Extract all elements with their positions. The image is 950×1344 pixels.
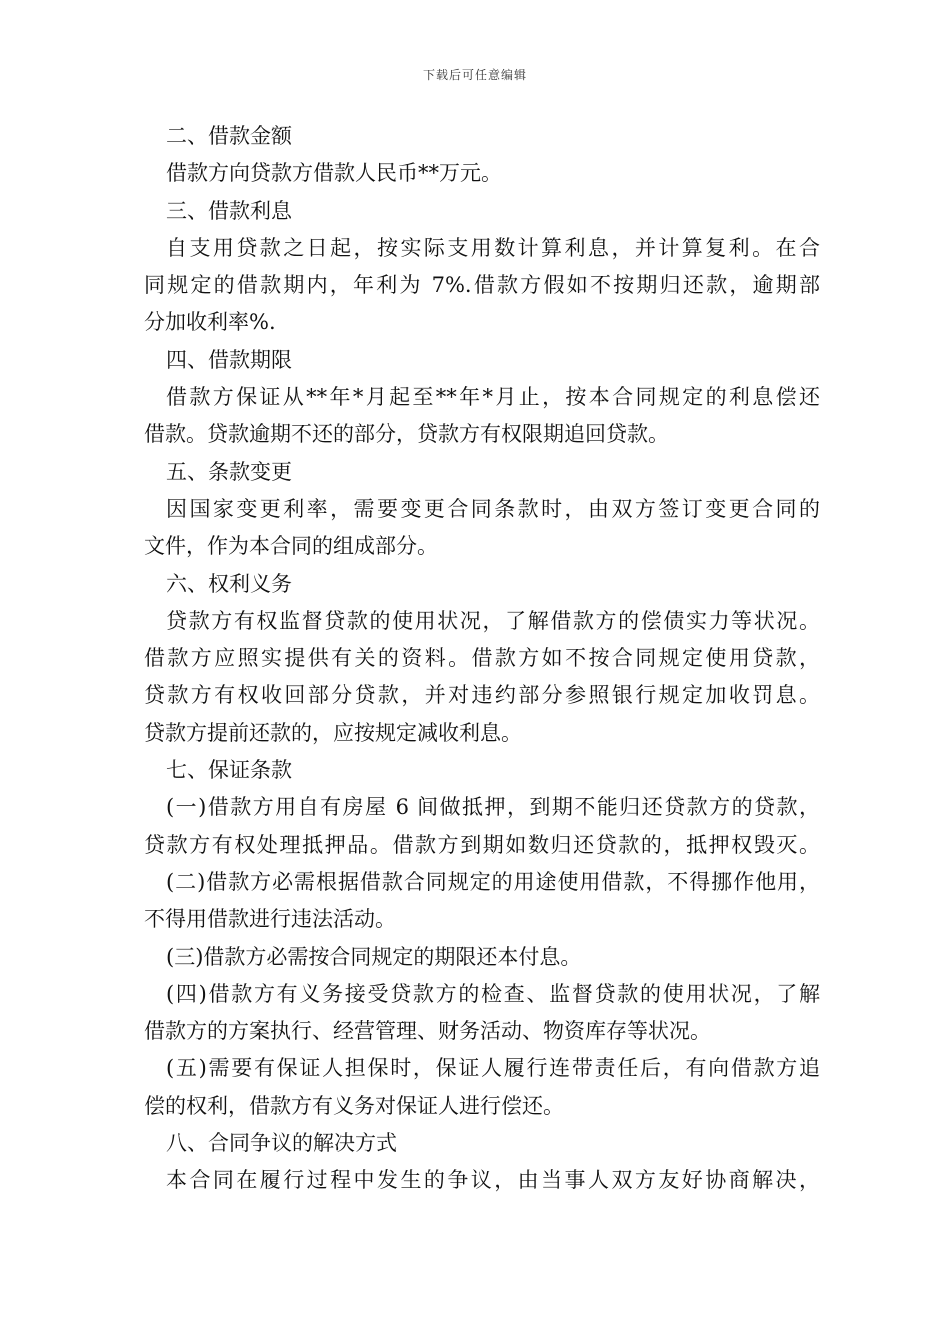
paragraph-line: (三)借款方必需按合同规定的期限还本付息。	[166, 944, 582, 969]
document-body	[144, 118, 820, 1200]
section-heading-dispute-resolution: 八、合同争议的解决方式	[166, 1131, 397, 1156]
paragraph-line: (二)借款方必需根据借款合同规定的用途使用借款，不得挪作他用，	[166, 869, 820, 894]
section-heading-guarantee: 七、保证条款	[166, 758, 292, 783]
paragraph-line: 偿的权利，借款方有义务对保证人进行偿还。	[144, 1093, 564, 1118]
paragraph-line: 借款方保证从**年*月起至**年*月止，按本合同规定的利息偿还	[166, 385, 820, 410]
paragraph-line: 贷款方有权监督贷款的使用状况，了解借款方的偿债实力等状况。	[166, 608, 820, 633]
page-header: 下载后可任意编辑	[422, 68, 527, 82]
paragraph-line: 不得用借款进行违法活动。	[144, 907, 396, 932]
paragraph-line: 同规定的借款期内，年利为 7%.借款方假如不按期归还款，逾期部	[144, 273, 820, 298]
paragraph-line: (四)借款方有义务接受贷款方的检查、监督贷款的使用状况，了解	[166, 981, 820, 1006]
paragraph-line: (五)需要有保证人担保时，保证人履行连带责任后，有向借款方追	[166, 1056, 820, 1081]
paragraph-line: 借款方向贷款方借款人民币**万元。	[166, 161, 502, 186]
paragraph-line: 分加收利率%.	[144, 310, 276, 335]
section-heading-loan-term: 四、借款期限	[166, 347, 292, 372]
paragraph-line: 文件，作为本合同的组成部分。	[144, 534, 438, 559]
paragraph-line: 因国家变更利率，需要变更合同条款时，由双方签订变更合同的	[166, 496, 820, 521]
paragraph-line: 自支用贷款之日起，按实际支用数计算利息，并计算复利。在合	[166, 235, 820, 260]
section-heading-rights-obligations: 六、权利义务	[166, 571, 292, 596]
paragraph-line: 借款方应照实提供有关的资料。借款方如不按合同规定使用贷款，	[144, 646, 820, 671]
paragraph-line: 借款。贷款逾期不还的部分，贷款方有权限期追回贷款。	[144, 422, 669, 447]
paragraph-line: 借款方的方案执行、经营管理、财务活动、物资库存等状况。	[144, 1019, 711, 1044]
paragraph-line: 贷款方提前还款的，应按规定减收利息。	[144, 720, 522, 745]
paragraph-line: 贷款方有权收回部分贷款，并对违约部分参照银行规定加收罚息。	[144, 683, 820, 708]
section-heading-loan-interest: 三、借款利息	[166, 198, 292, 223]
section-heading-clause-change: 五、条款变更	[166, 459, 292, 484]
paragraph-line: (一)借款方用自有房屋 6 间做抵押，到期不能归还贷款方的贷款，	[166, 795, 820, 820]
paragraph-line: 本合同在履行过程中发生的争议，由当事人双方友好协商解决，	[166, 1168, 820, 1193]
section-heading-loan-amount: 二、借款金额	[166, 124, 292, 148]
paragraph-line: 贷款方有权处理抵押品。借款方到期如数归还贷款的，抵押权毁灭。	[144, 832, 820, 857]
